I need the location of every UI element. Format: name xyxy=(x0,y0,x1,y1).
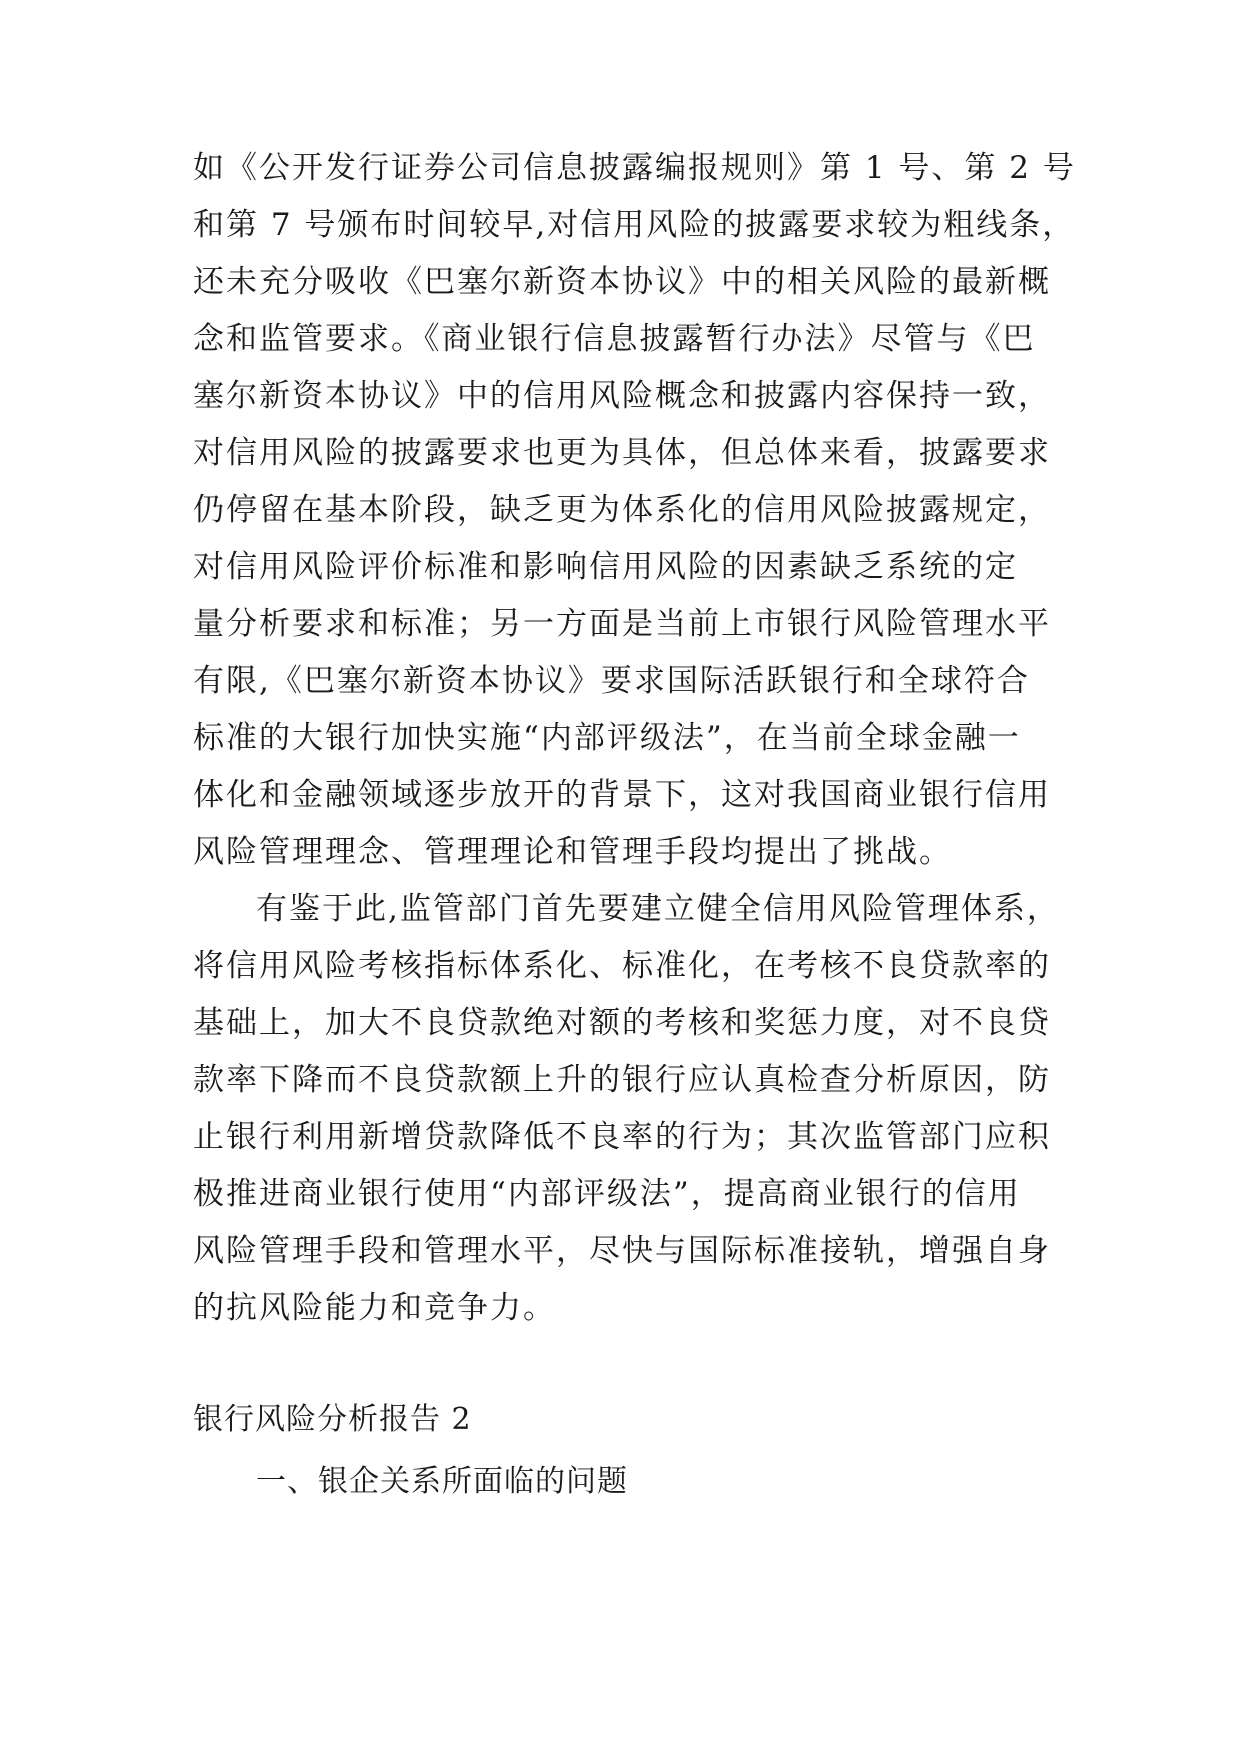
paragraph-line: 有鉴于此,监管部门首先要建立健全信用风险管理体系， xyxy=(256,891,1060,927)
paragraph-line: 基础上，加大不良贷款绝对额的考核和奖惩力度，对不良贷 xyxy=(193,1005,1051,1041)
paragraph-line: 如《公开发行证券公司信息披露编报规则》第 1 号、第 2 号 xyxy=(193,150,1076,186)
paragraph-line: 体化和金融领域逐步放开的背景下，这对我国商业银行信用 xyxy=(193,777,1051,813)
paragraph-line: 款率下降而不良贷款额上升的银行应认真检查分析原因，防 xyxy=(193,1062,1051,1098)
section-title: 银行风险分析报告 2 xyxy=(193,1402,472,1437)
paragraph-line: 标准的大银行加快实施“内部评级法”，在当前全球金融一 xyxy=(193,720,1021,756)
paragraph-line: 还未充分吸收《巴塞尔新资本协议》中的相关风险的最新概 xyxy=(193,264,1051,300)
paragraph-line: 念和监管要求。《商业银行信息披露暂行办法》尽管与《巴 xyxy=(193,321,1036,357)
paragraph-line: 对信用风险的披露要求也更为具体，但总体来看，披露要求 xyxy=(193,435,1051,471)
paragraph-line: 仍停留在基本阶段，缺乏更为体系化的信用风险披露规定， xyxy=(193,492,1051,528)
subsection-title: 一、银企关系所面临的问题 xyxy=(256,1464,628,1499)
paragraph-line: 极推进商业银行使用“内部评级法”，提高商业银行的信用 xyxy=(193,1176,1021,1212)
paragraph-line: 止银行利用新增贷款降低不良率的行为；其次监管部门应积 xyxy=(193,1119,1051,1155)
paragraph-line: 风险管理手段和管理水平，尽快与国际标准接轨，增强自身 xyxy=(193,1233,1051,1269)
paragraph-line: 风险管理理念、管理理论和管理手段均提出了挑战。 xyxy=(193,834,952,870)
paragraph-line: 对信用风险评价标准和影响信用风险的因素缺乏系统的定 xyxy=(193,549,1018,585)
paragraph-line: 和第 7 号颁布时间较早,对信用风险的披露要求较为粗线条， xyxy=(193,207,1076,243)
paragraph-line: 有限,《巴塞尔新资本协议》要求国际活跃银行和全球符合 xyxy=(193,663,1030,699)
paragraph-line: 量分析要求和标准；另一方面是当前上市银行风险管理水平 xyxy=(193,606,1051,642)
paragraph-line: 的抗风险能力和竞争力。 xyxy=(193,1290,556,1326)
paragraph-line: 将信用风险考核指标体系化、标准化，在考核不良贷款率的 xyxy=(193,948,1051,984)
paragraph-line: 塞尔新资本协议》中的信用风险概念和披露内容保持一致， xyxy=(193,378,1051,414)
